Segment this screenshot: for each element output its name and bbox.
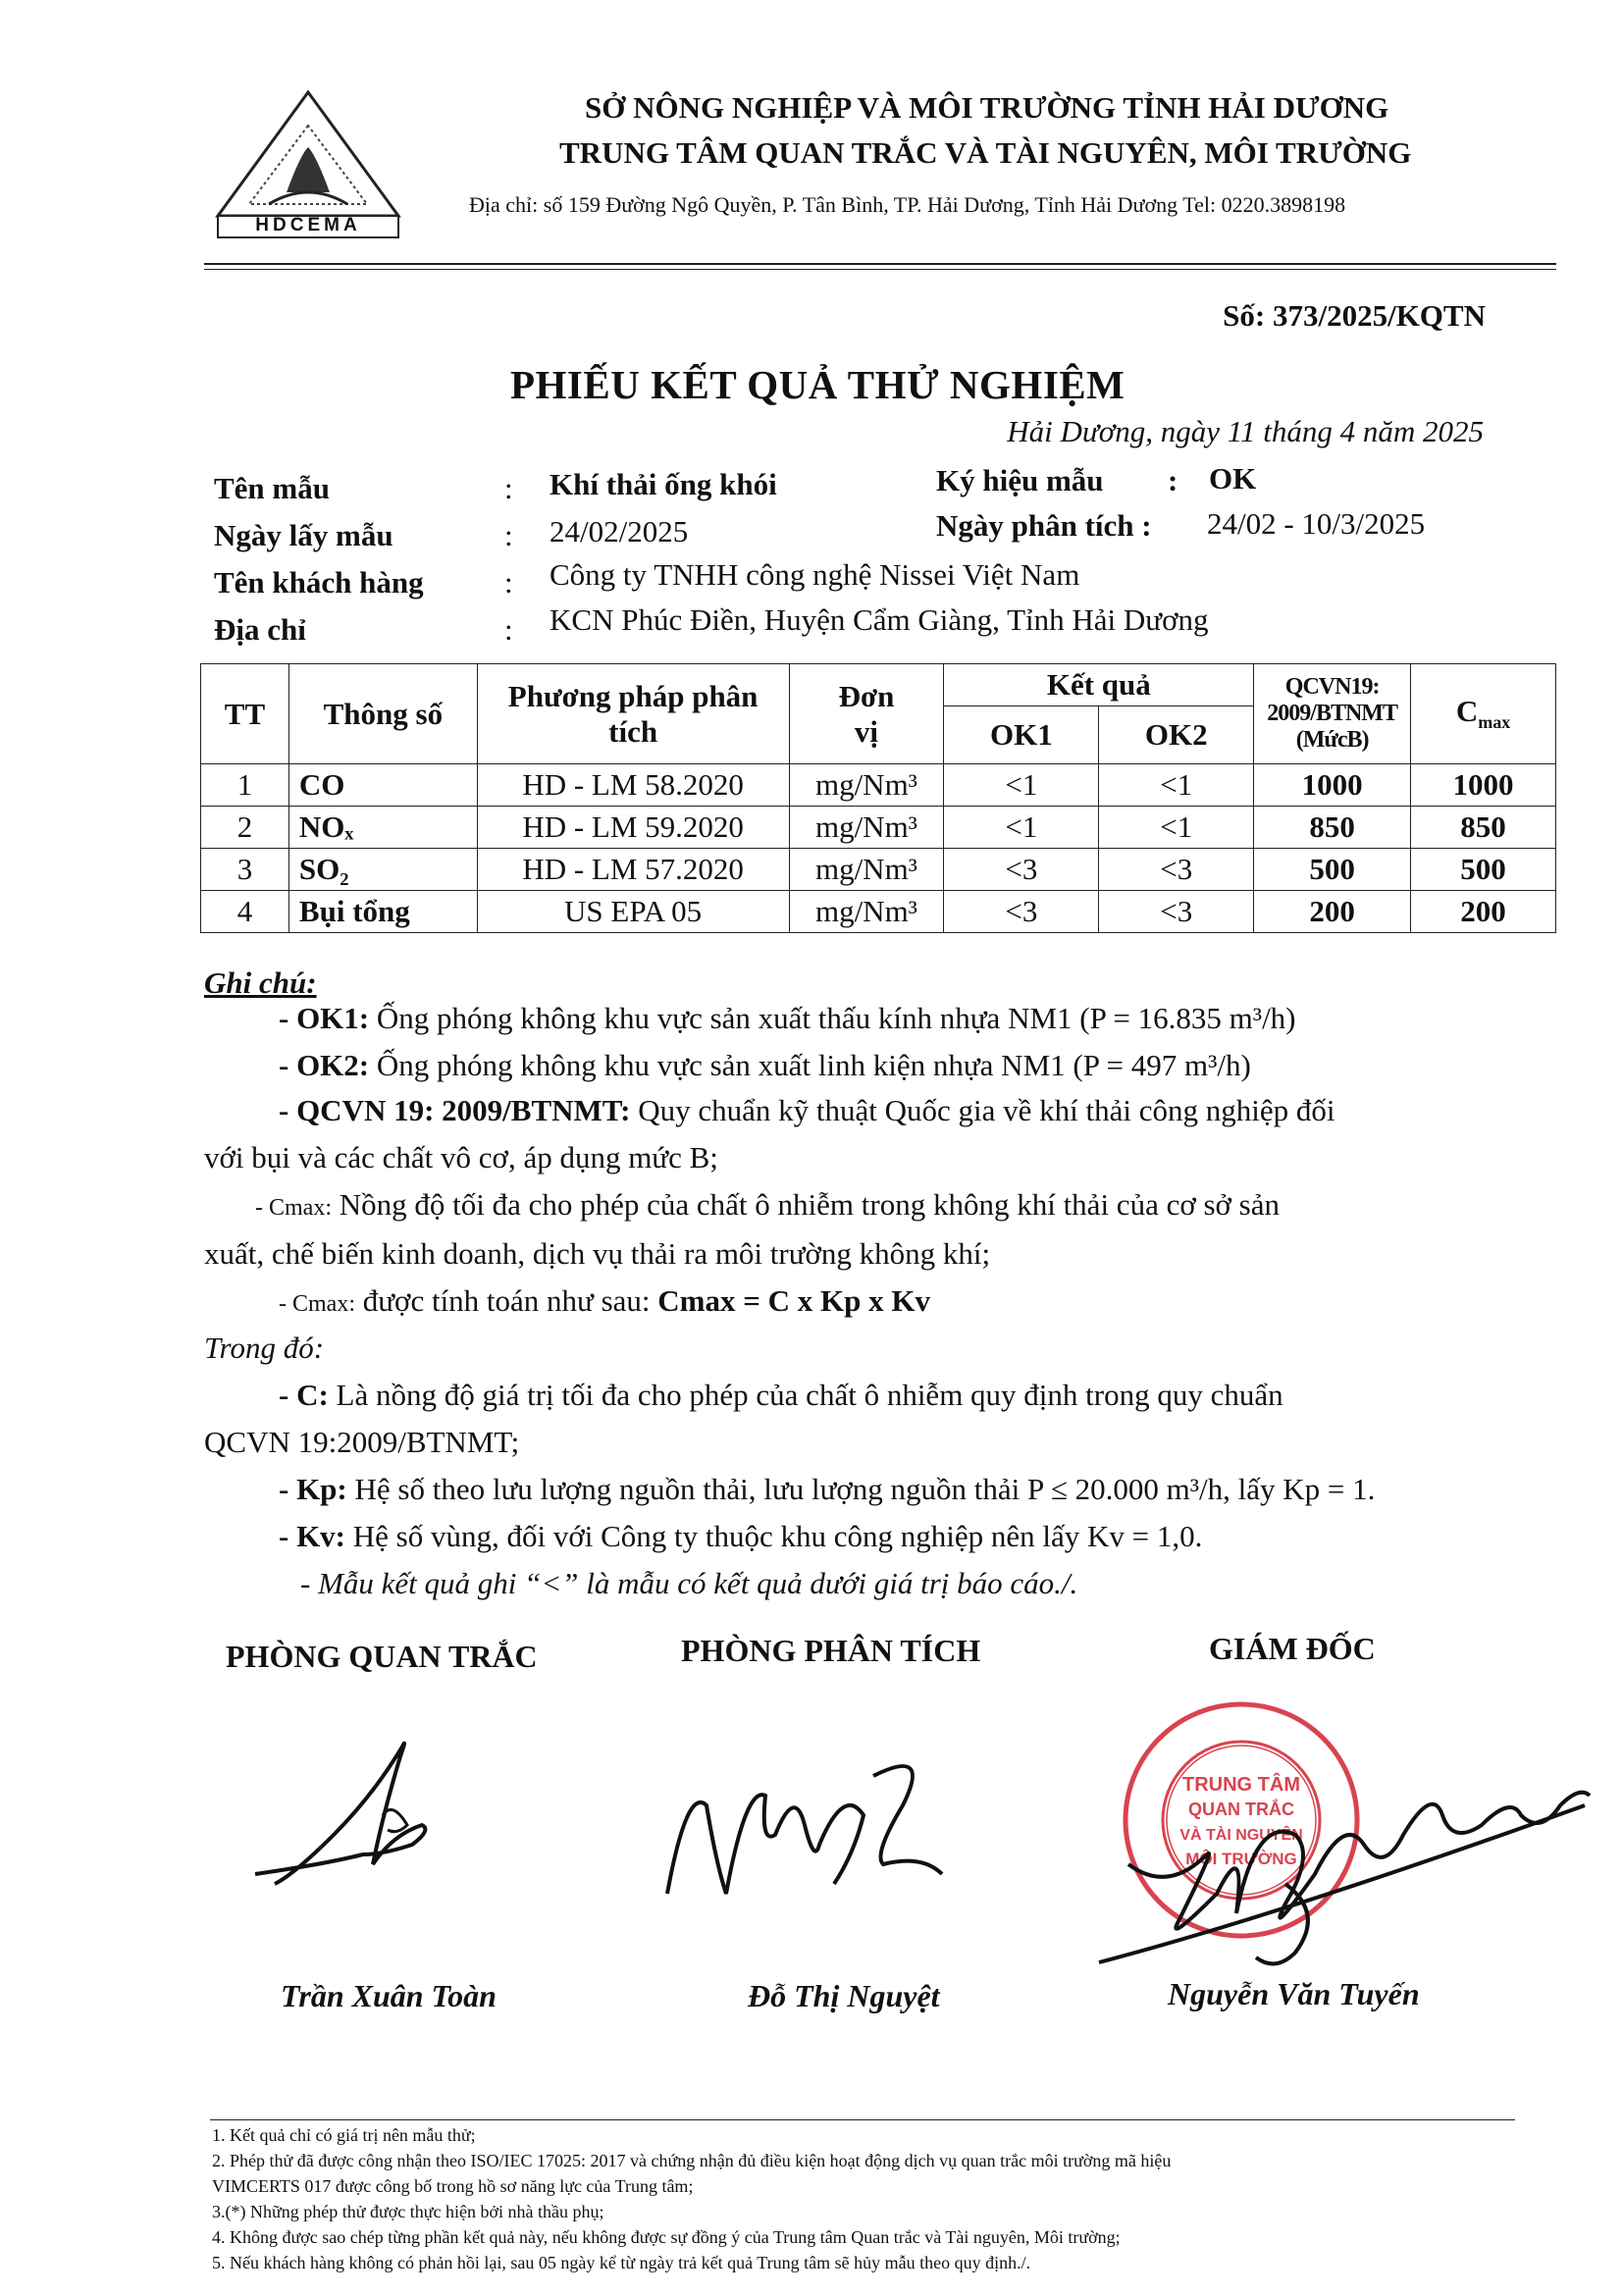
results-table <box>200 663 1556 933</box>
customer-value: Công ty TNHH công nghệ Nissei Việt Nam <box>550 557 1080 592</box>
analysis-date-value: 24/02 - 10/3/2025 <box>1207 506 1426 541</box>
cell-qcvn: 500 <box>1254 849 1411 891</box>
cell-parameter: Bụi tổng <box>288 891 477 933</box>
header-tt: TT <box>201 664 289 764</box>
signature-1-icon <box>236 1707 530 1923</box>
sample-name-value: Khí thải ống khói <box>550 467 777 501</box>
sample-code-label: Ký hiệu mẫu <box>936 463 1104 497</box>
svg-text:VÀ TÀI NGUYÊN: VÀ TÀI NGUYÊN <box>1179 1827 1303 1844</box>
notes-where: Trong đó: <box>204 1331 325 1365</box>
footer-line-1: 1. Kết quả chỉ có giá trị nên mẫu thử; <box>212 2125 476 2145</box>
logo-text: HDCEMA <box>255 215 361 235</box>
header-department: SỞ NÔNG NGHIỆP VÀ MÔI TRƯỜNG TỈNH HẢI DƯƠNG <box>585 90 1389 125</box>
header-address: Địa chỉ: số 159 Đường Ngô Quyền, P. Tân Bình, TP. Hải Dương, Tỉnh Hải Dương Tel: 0220.3898198 <box>469 192 1346 217</box>
cell-ok1: <3 <box>944 849 1099 891</box>
signature-3-icon <box>1089 1747 1599 1982</box>
cell-parameter: CO <box>288 764 477 807</box>
note-qcvn-text-2: với bụi và các chất vô cơ, áp dụng mức B; <box>204 1140 718 1174</box>
cell-cmax: 500 <box>1411 849 1556 891</box>
cell-method: HD - LM 59.2020 <box>477 807 789 849</box>
cell-method: US EPA 05 <box>477 891 789 933</box>
note-cmax-calc-text: được tính toán như sau: <box>362 1283 651 1318</box>
note-qcvn-label: - QCVN 19: 2009/BTNMT: <box>279 1093 631 1127</box>
note-cmax-label: - Cmax: <box>255 1195 332 1221</box>
note-c-label: - C: <box>279 1378 329 1412</box>
svg-text:TRUNG TÂM: TRUNG TÂM <box>1182 1774 1300 1796</box>
analysis-date-label: Ngày phân tích : <box>936 508 1152 543</box>
header-ok1: OK1 <box>944 706 1099 764</box>
table-row <box>201 764 1556 807</box>
note-kv <box>279 1519 1202 1554</box>
note-kp-text: Hệ số theo lưu lượng nguồn thải, lưu lượng nguồn thải P ≤ 20.000 m³/h, lấy Kp = 1. <box>354 1472 1376 1506</box>
note-cmax-calc <box>279 1283 930 1319</box>
table-row <box>201 849 1556 891</box>
header-method: Phương pháp phân tích <box>477 664 789 764</box>
table-row <box>201 891 1556 933</box>
document-title: PHIẾU KẾT QUẢ THỬ NGHIỆM <box>510 362 1126 407</box>
header-divider-thin <box>204 269 1556 270</box>
cell-ok2: <1 <box>1099 807 1254 849</box>
cell-unit: mg/Nm³ <box>789 891 944 933</box>
note-cmax-text-2: xuất, chế biến kinh doanh, dịch vụ thải ra môi trường không khí; <box>204 1236 991 1271</box>
address-value: KCN Phúc Điền, Huyện Cẩm Giàng, Tỉnh Hải Dương <box>550 602 1209 637</box>
customer-label: Tên khách hàng <box>214 565 424 600</box>
cell-cmax: 200 <box>1411 891 1556 933</box>
sample-code-value: OK <box>1209 461 1257 496</box>
header-qcvn: QCVN19: 2009/BTNMT (MứcB) <box>1254 664 1411 764</box>
cell-unit: mg/Nm³ <box>789 764 944 807</box>
cell-qcvn: 1000 <box>1254 764 1411 807</box>
cell-tt: 1 <box>201 764 289 807</box>
svg-text:QUAN TRẮC: QUAN TRẮC <box>1188 1800 1294 1819</box>
note-kp <box>279 1472 1375 1507</box>
note-cmax-calc-label: - Cmax: <box>279 1291 355 1317</box>
note-c-text-2: QCVN 19:2009/BTNMT; <box>204 1425 520 1459</box>
document-number: Số: 373/2025/KQTN <box>1223 298 1486 333</box>
cell-ok1: <1 <box>944 764 1099 807</box>
cell-parameter: NOₓ <box>288 807 477 849</box>
cell-ok1: <1 <box>944 807 1099 849</box>
signature-director: GIÁM ĐỐC <box>1209 1631 1376 1666</box>
signature-dept-monitoring: PHÒNG QUAN TRẮC <box>226 1639 538 1674</box>
note-c <box>279 1378 1283 1413</box>
cell-tt: 2 <box>201 807 289 849</box>
sampling-date-value: 24/02/2025 <box>550 514 689 548</box>
header-unit: Đơn vị <box>789 664 944 764</box>
cell-tt: 3 <box>201 849 289 891</box>
note-kp-label: - Kp: <box>279 1472 347 1506</box>
cell-ok2: <3 <box>1099 891 1254 933</box>
sampling-date-label: Ngày lấy mẫu <box>214 518 393 552</box>
cell-ok2: <3 <box>1099 849 1254 891</box>
note-ok1 <box>279 1001 1296 1036</box>
note-cmax-formula: Cmax = C x Kp x Kv <box>657 1283 931 1318</box>
table-row <box>201 807 1556 849</box>
header-cmax: $C_{max}$ <box>1411 664 1556 764</box>
cell-tt: 4 <box>201 891 289 933</box>
note-kv-label: - Kv: <box>279 1519 346 1553</box>
footer-divider <box>210 2119 1515 2120</box>
colon: : <box>504 471 513 505</box>
header-divider <box>204 263 1556 265</box>
cell-method: HD - LM 58.2020 <box>477 764 789 807</box>
cell-parameter: SO₂ <box>288 849 477 891</box>
header-center-name: TRUNG TÂM QUAN TRẮC VÀ TÀI NGUYÊN, MÔI TRƯỜNG <box>559 135 1412 170</box>
header-ok2: OK2 <box>1099 706 1254 764</box>
cell-cmax: 850 <box>1411 807 1556 849</box>
note-ok1-label: - OK1: <box>279 1001 370 1035</box>
logo <box>210 86 406 243</box>
cell-cmax: 1000 <box>1411 764 1556 807</box>
colon: : <box>504 518 513 552</box>
notes-heading: Ghi chú: <box>204 965 317 1000</box>
cell-qcvn: 200 <box>1254 891 1411 933</box>
signature-name-2: Đỗ Thị Nguyệt <box>748 1978 940 2013</box>
cell-unit: mg/Nm³ <box>789 807 944 849</box>
cell-qcvn: 850 <box>1254 807 1411 849</box>
signature-name-3: Nguyễn Văn Tuyến <box>1168 1976 1420 2011</box>
note-kv-text: Hệ số vùng, đối với Công ty thuộc khu công nghiệp nên lấy Kv = 1,0. <box>352 1519 1203 1553</box>
note-c-text: Là nồng độ giá trị tối đa cho phép của chất ô nhiễm quy định trong quy chuẩn <box>336 1378 1283 1412</box>
note-ok1-text: Ống phóng không khu vực sản xuất thấu kính nhựa NM1 (P = 16.835 m³/h) <box>376 1001 1296 1035</box>
header-parameter: Thông số <box>288 664 477 764</box>
sample-name-label: Tên mẫu <box>214 471 330 505</box>
colon: : <box>504 612 513 647</box>
signature-2-icon <box>648 1747 962 1913</box>
cell-ok1: <3 <box>944 891 1099 933</box>
footer-line-4: 3.(*) Những phép thử được thực hiện bởi nhà thầu phụ; <box>212 2202 604 2221</box>
address-label: Địa chỉ <box>214 612 306 647</box>
colon: : <box>504 565 513 600</box>
note-less-than: - Mẫu kết quả ghi “<” là mẫu có kết quả dưới giá trị báo cáo./. <box>300 1566 1078 1600</box>
signature-name-1: Trần Xuân Toàn <box>281 1978 497 2013</box>
svg-text:MÔI TRƯỜNG: MÔI TRƯỜNG <box>1185 1850 1297 1868</box>
footer-line-5: 4. Không được sao chép từng phần kết quả này, nếu không được sự đồng ý của Trung tâm Quan trắc và Tài nguyên, Môi trường; <box>212 2227 1121 2247</box>
footer-line-2: 2. Phép thử đã được công nhận theo ISO/IEC 17025: 2017 và chứng nhận đủ điều kiện hoạt động dịch vụ quan trắc môi trường mã hiệu <box>212 2151 1172 2170</box>
note-ok2-text: Ống phóng không khu vực sản xuất linh kiện nhựa NM1 (P = 497 m³/h) <box>376 1048 1251 1082</box>
header-result: Kết quả <box>944 664 1254 706</box>
cell-ok2: <1 <box>1099 764 1254 807</box>
note-qcvn-text: Quy chuẩn kỹ thuật Quốc gia về khí thải công nghiệp đối <box>638 1093 1335 1127</box>
cell-method: HD - LM 57.2020 <box>477 849 789 891</box>
footer-line-6: 5. Nếu khách hàng không có phản hồi lại, sau 05 ngày kể từ ngày trả kết quả Trung tâm sẽ hủy mẫu theo quy định./. <box>212 2253 1031 2272</box>
signature-dept-analysis: PHÒNG PHÂN TÍCH <box>681 1633 981 1668</box>
cell-unit: mg/Nm³ <box>789 849 944 891</box>
note-ok2 <box>279 1048 1251 1083</box>
note-cmax-text: Nồng độ tối đa cho phép của chất ô nhiễm trong không khí thải của cơ sở sản <box>339 1187 1281 1222</box>
note-ok2-label: - OK2: <box>279 1048 370 1082</box>
note-cmax <box>255 1187 1280 1223</box>
note-qcvn <box>279 1093 1335 1128</box>
colon: : <box>1168 463 1178 497</box>
footer-line-3: VIMCERTS 017 được công bố trong hồ sơ năng lực của Trung tâm; <box>212 2176 694 2196</box>
document-date: Hải Dương, ngày 11 tháng 4 năm 2025 <box>1007 414 1484 448</box>
